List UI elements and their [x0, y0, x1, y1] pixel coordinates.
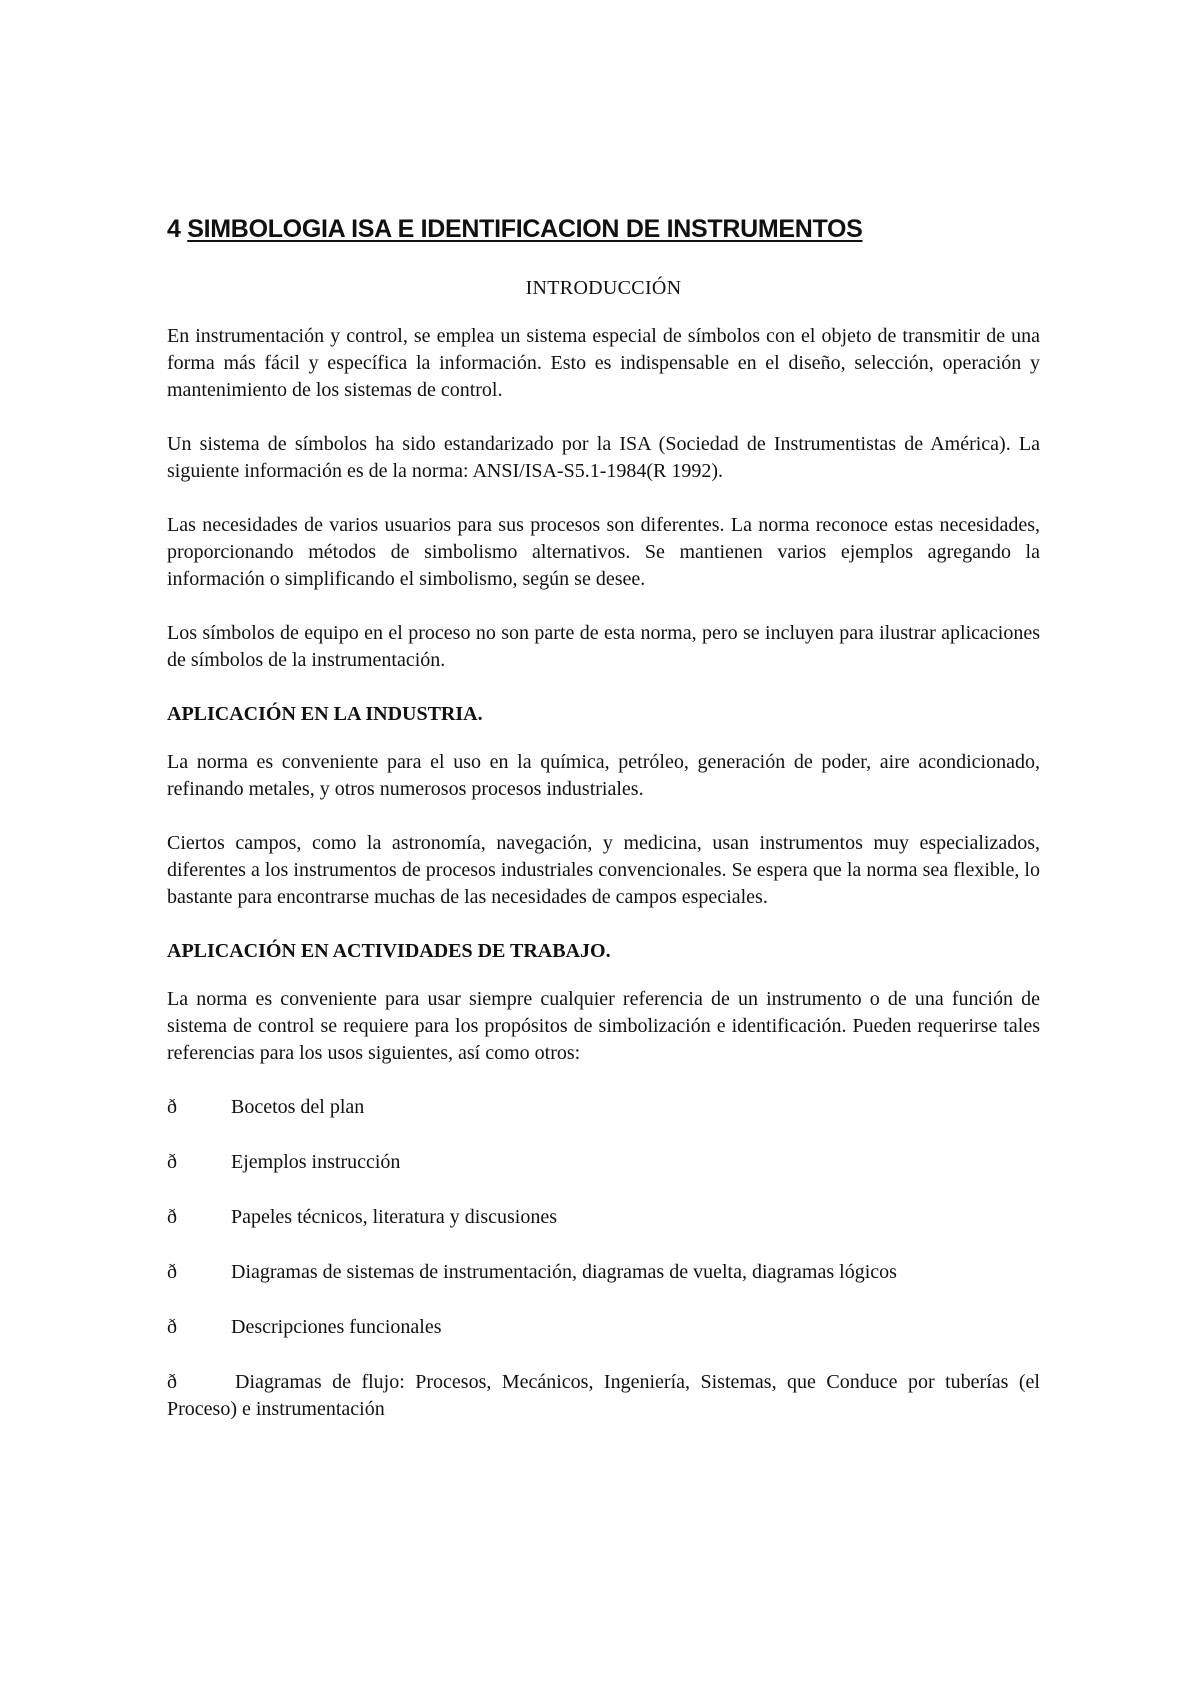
- list-item: [167, 1259, 1040, 1286]
- paragraph-intro-3: Las necesidades de varios usuarios para sus procesos son diferentes. La norma reconoce estas necesidades, proporcionando métodos de simbolismo alternativos. Se mantienen varios ejemplos agregando la información o simplificando el simbolismo, según se desee.: [167, 514, 1040, 590]
- paragraph-industry-1: La norma es conveniente para el uso en la química, petróleo, generación de poder, aire acondicionado, refinando metales, y otros numerosos procesos industriales.: [167, 751, 1040, 800]
- uses-list: [167, 1094, 1040, 1423]
- document-page: [167, 212, 1040, 1451]
- list-item: [167, 1314, 1040, 1341]
- paragraph-intro-1: En instrumentación y control, se emplea un sistema especial de símbolos con el objeto de transmitir de una forma más fácil y específica la información. Esto es indispensable en el diseño, selección, operación y mantenimiento de los sistemas de control.: [167, 325, 1040, 401]
- list-item-text: Diagramas de flujo: Procesos, Mecánicos, Ingeniería, Sistemas, que Conduce por tuberías (el Proceso) e instrumentación: [167, 1371, 1040, 1420]
- bullet-glyph: ð: [167, 1096, 177, 1118]
- title-number: 4: [167, 215, 181, 243]
- list-item-text: Papeles técnicos, literatura y discusiones: [231, 1206, 558, 1228]
- document-title: [167, 212, 1040, 246]
- list-item-text: Descripciones funcionales: [231, 1316, 442, 1338]
- bullet-glyph: ð: [167, 1316, 177, 1338]
- section-heading-work: APLICACIÓN EN ACTIVIDADES DE TRABAJO.: [167, 940, 611, 962]
- list-item: [167, 1094, 1040, 1121]
- bullet-glyph: ð: [167, 1371, 177, 1393]
- list-item-text: Diagramas de sistemas de instrumentación, diagramas de vuelta, diagramas lógicos: [231, 1261, 897, 1283]
- list-item: [167, 1204, 1040, 1231]
- list-item: [167, 1149, 1040, 1176]
- list-item-text: Bocetos del plan: [231, 1096, 365, 1118]
- title-text: SIMBOLOGIA ISA E IDENTIFICACION DE INSTRUMENTOS: [187, 215, 863, 243]
- list-item: [167, 1369, 1040, 1423]
- section-heading-industry: APLICACIÓN EN LA INDUSTRIA.: [167, 703, 483, 725]
- intro-heading: INTRODUCCIÓN: [525, 277, 682, 299]
- paragraph-intro-2: Un sistema de símbolos ha sido estandarizado por la ISA (Sociedad de Instrumentistas de América). La siguiente información es de la norma: ANSI/ISA-S5.1-1984(R 1992).: [167, 433, 1040, 482]
- bullet-glyph: ð: [167, 1261, 177, 1283]
- paragraph-intro-4: Los símbolos de equipo en el proceso no son parte de esta norma, pero se incluyen para ilustrar aplicaciones de símbolos de la instrumentación.: [167, 622, 1040, 671]
- bullet-glyph: ð: [167, 1151, 177, 1173]
- list-item-text: Ejemplos instrucción: [231, 1151, 401, 1173]
- paragraph-industry-2: Ciertos campos, como la astronomía, navegación, y medicina, usan instrumentos muy especializados, diferentes a los instrumentos de procesos industriales convencionales. Se espera que la norma sea flexible, lo bastante para encontrarse muchas de las necesidades de campos especiales.: [167, 832, 1040, 908]
- paragraph-work: La norma es conveniente para usar siempre cualquier referencia de un instrumento o de una función de sistema de control se requiere para los propósitos de simbolización e identificación. Pueden requerirse tales referencias para los usos siguientes, así como otros:: [167, 988, 1040, 1064]
- bullet-glyph: ð: [167, 1206, 177, 1228]
